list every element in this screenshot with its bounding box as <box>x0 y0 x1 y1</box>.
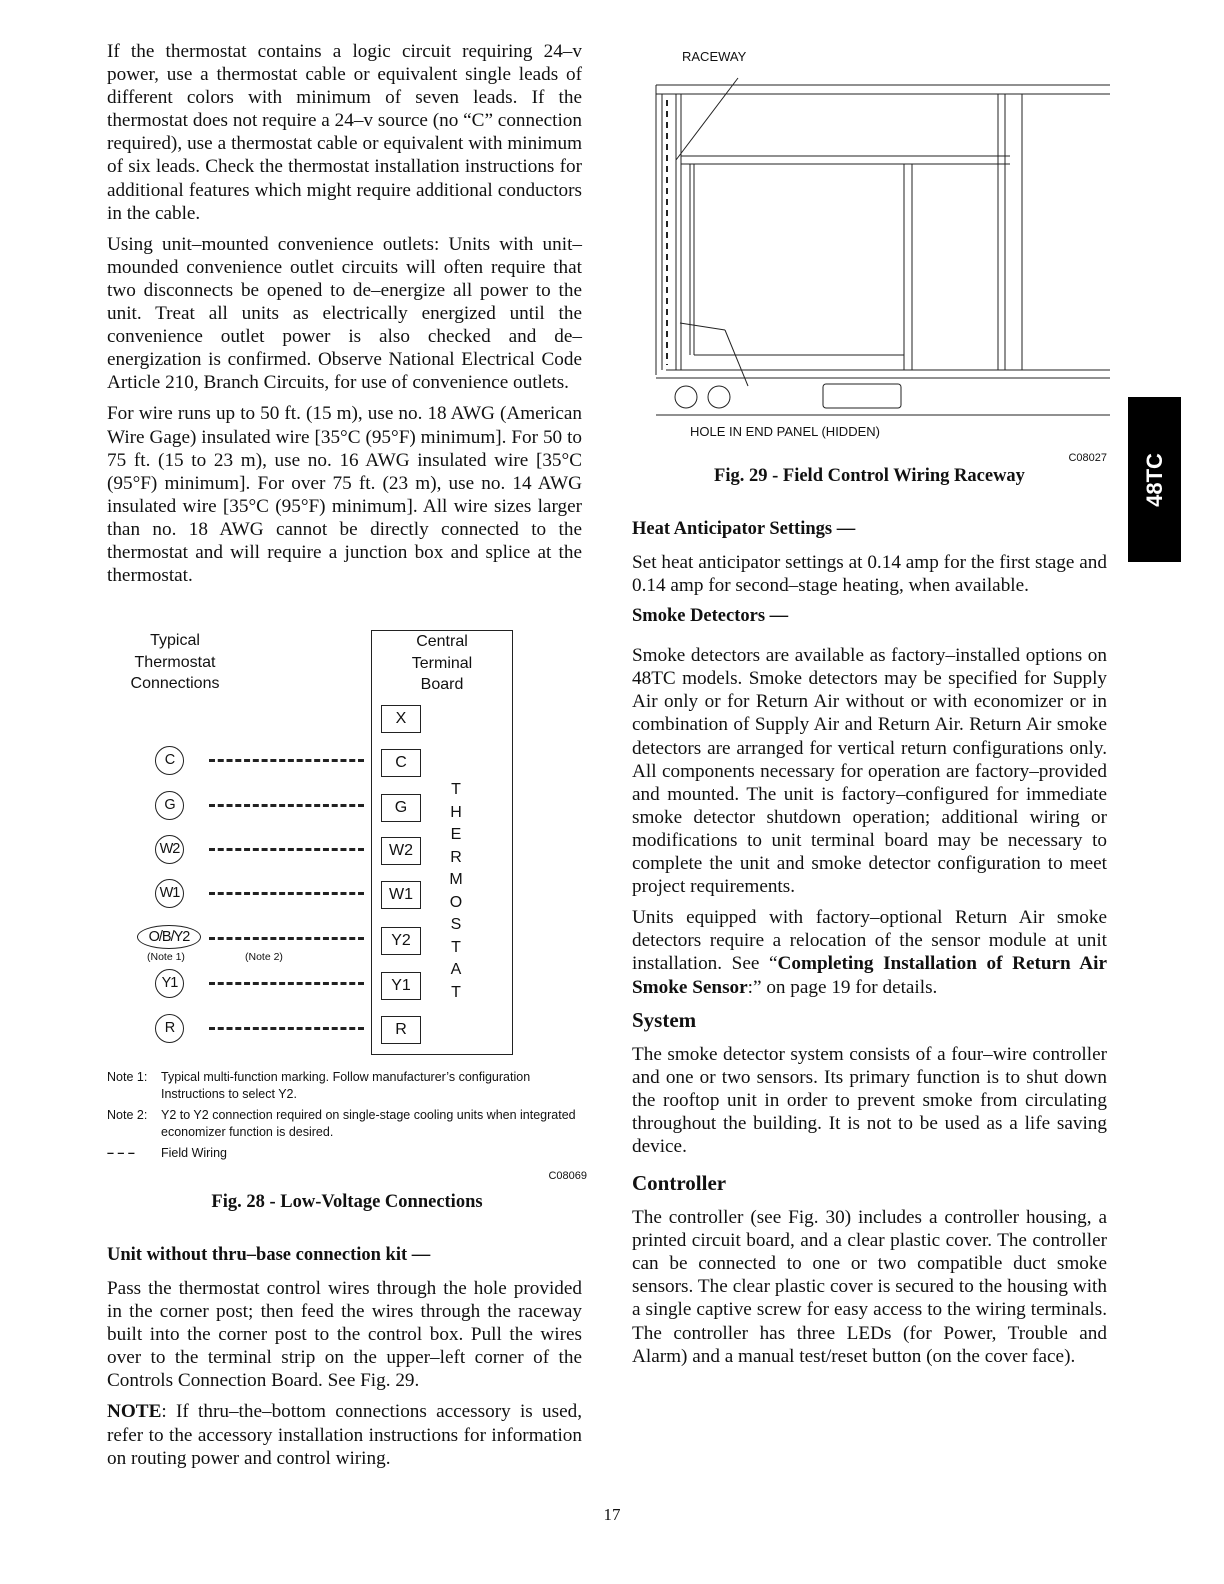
thermostat-terminal-w2: W2 <box>155 835 184 864</box>
letter: A <box>450 961 462 978</box>
note-2 <box>107 1107 587 1141</box>
system-paragraph: The smoke detector system consists of a four–wire controller and one or two sensors. Its primary function is to shut down the rooftop unit in order to prevent smoke from circulating throughout the building. It is not to be used as a life saving device. <box>632 1043 1107 1157</box>
fig28-caption: Fig. 28 - Low-Voltage Connections <box>211 1192 483 1212</box>
letter: T <box>451 983 461 1001</box>
legend-dash-symbol: – – – <box>107 1146 135 1160</box>
controller-heading: Controller <box>632 1171 727 1196</box>
letter: H <box>450 803 462 821</box>
letter: T <box>451 938 461 956</box>
return-air-paragraph <box>632 906 1107 998</box>
heat-anticipator-heading: Heat Anticipator Settings — <box>632 519 856 539</box>
board-terminal-x: X <box>381 705 421 733</box>
page-number: 17 <box>603 1505 621 1524</box>
board-terminal-r: R <box>381 1016 421 1044</box>
side-tab-48tc <box>1128 397 1181 562</box>
note-text: Y2 to Y2 connection required on single-stage cooling units when integrated economizer function is desired. <box>161 1108 576 1139</box>
title-line: Board <box>420 676 464 693</box>
thermostat-terminal-c: C <box>155 746 184 775</box>
thermostat-terminal-y1: Y1 <box>155 969 184 998</box>
title-line: Thermostat <box>134 653 216 671</box>
board-terminal-c: C <box>381 749 421 777</box>
paragraph-wire-sizes: For wire runs up to 50 ft. (15 m), use no. 18 AWG (American Wire Gage) insulated wire [35°C (95°F) minimum]. For 50 to 75 ft. (15 to 23 m), use no. 16 AWG insulated wire [35°C (95°F) minimum]. For over 75 ft. (23 m), use no. 14 AWG insulated wire [35°C (95°F) minimum]. All wire sizes larger than no. 18 AWG cannot be directly connected to the thermostat and will require a junction box and splice at the thermostat. <box>107 403 582 587</box>
board-terminal-w2: W2 <box>381 837 421 865</box>
paragraph-convenience-outlets: Using unit–mounted convenience outlets: Units with unit–mounded convenience outlet circuits will often require that two disconnects be opened to de–energize all power to the unit. Treat all units as electrically energized until the convenience outlet power is also checked and de–energization is confirmed. Observe National Electrical Code Article 210, Branch Circuits, for use of convenience outlets. <box>107 233 582 394</box>
title-line: Typical <box>150 632 200 649</box>
smoke-detectors-heading: Smoke Detectors — <box>632 606 789 627</box>
unit-without-kit-paragraph: Pass the thermostat control wires through the hole provided in the corner post; then feed the wires through the raceway built into the corner post to the control box. Pull the wires over to the terminal strip on the upper–left corner of the Controls Connection Board. See Fig. 29. <box>107 1278 582 1392</box>
thermostat-terminal-g: G <box>155 791 184 820</box>
text-segment: :” on page 19 for details. <box>747 976 938 998</box>
board-title <box>372 631 512 696</box>
thermostat-terminal-w1: W1 <box>155 879 184 908</box>
hole-in-end-panel-label: HOLE IN END PANEL (HIDDEN) <box>690 424 880 439</box>
field-wire-g <box>209 804 364 807</box>
unit-without-kit-section <box>107 1244 582 1478</box>
fig28-low-voltage-diagram <box>107 628 582 1053</box>
letter: E <box>450 826 462 843</box>
thermostat-connections-title <box>107 630 243 695</box>
note-text: : If thru–the–bottom connections accessory is used, refer to the accessory installation instructions for information on routing power and control wiring. <box>107 1401 582 1469</box>
paragraph-thermostat-leads: If the thermostat contains a logic circuit requiring 24–v power, use a thermostat cable or equivalent single leads of different colors with minimum of seven leads. If the thermostat does not require a 24–v source (no “C” connection required), use a thermostat cable or equivalent with minimum of six leads. Check the thermostat installation instructions for additional features which might require additional conductors in the cable. <box>107 41 582 224</box>
letter: O <box>449 893 463 911</box>
note-label: NOTE <box>107 1401 162 1423</box>
letter: M <box>449 871 463 888</box>
field-wire-r <box>209 1027 364 1030</box>
heat-anticipator-paragraph: Set heat anticipator settings at 0.14 amp for the first stage and 0.14 amp for second–stage heating, when available. <box>632 552 1107 597</box>
note-key: Note 1: <box>107 1070 148 1084</box>
title-line: Terminal <box>411 654 473 672</box>
thermostat-terminal-r: R <box>155 1014 184 1043</box>
board-terminal-w1: W1 <box>381 881 421 909</box>
note-text: Typical multi-function marking. Follow manufacturer’s configuration Instructions to select Y2. <box>161 1070 531 1101</box>
thermostat-terminal-ob-y2: O/B/Y2 <box>137 925 201 949</box>
fig29-raceway-drawing <box>650 70 1110 425</box>
right-column-text <box>632 518 1107 1376</box>
unit-without-kit-heading: Unit without thru–base connection kit — <box>107 1245 431 1265</box>
letter: T <box>451 781 461 798</box>
system-heading: System <box>632 1007 697 1032</box>
controller-paragraph: The controller (see Fig. 30) includes a controller housing, a printed circuit board, and a clear plastic cover. The controller can be connected to one or two compatible duct smoke sensors. The clear plastic cover is secured to the housing with a single captive screw for easy access to the wiring terminals. The controller has three LEDs (for Power, Trouble and Alarm) and a manual test/reset button (on the cover face). <box>632 1207 1107 1367</box>
board-terminal-y2: Y2 <box>381 927 421 955</box>
field-wire-w2 <box>209 848 364 851</box>
field-wire-w1 <box>209 892 364 895</box>
board-terminal-y1: Y1 <box>381 972 421 1000</box>
fig28-notes <box>107 1069 587 1185</box>
text-segment: Units equipped with factory–optional Return Air smoke detectors require a relocation of the sensor module at unit installation. See “ <box>632 907 1107 975</box>
raceway-label: RACEWAY <box>682 49 747 64</box>
title-line: Central <box>416 633 468 650</box>
letter: S <box>450 916 462 933</box>
cross-reference: Completing Installation of Return Air Smoke Sensor <box>632 953 1107 998</box>
note-key: Note 2: <box>107 1108 148 1122</box>
field-wire-y2 <box>209 937 364 940</box>
note-1 <box>107 1069 587 1103</box>
thermostat-vertical-label <box>448 779 464 1004</box>
fig29-code: C08027 <box>1068 452 1107 464</box>
central-terminal-board <box>371 630 513 1055</box>
field-wire-c <box>209 759 364 762</box>
board-terminal-g: G <box>381 794 421 822</box>
note2-label: (Note 2) <box>245 951 283 963</box>
left-column <box>107 40 582 595</box>
fig28-code: C08069 <box>548 1170 587 1182</box>
title-line: Connections <box>130 675 220 692</box>
letter: R <box>450 848 462 866</box>
note-paragraph <box>107 1400 582 1469</box>
legend-text: Field Wiring <box>161 1146 227 1160</box>
field-wire-y1 <box>209 982 364 985</box>
smoke-detectors-paragraph: Smoke detectors are available as factory–installed options on 48TC models. Smoke detectors may be specified for Supply Air only or for Return Air without or with economizer or in combination of Supply Air and Return Air. Return Air smoke detectors are arranged for vertical return configurations only. All components necessary for operation are factory–provided and mounted. The unit is factory–configured for immediate smoke detector shutdown operation; additional wiring or modifications to unit terminal board may be necessary to complete the unit and smoke detector configuration to meet project requirements. <box>632 645 1107 898</box>
note1-label: (Note 1) <box>147 951 185 963</box>
legend-field-wiring <box>107 1145 587 1162</box>
side-tab-label: 48TC <box>1141 452 1167 507</box>
fig29-caption: Fig. 29 - Field Control Wiring Raceway <box>714 466 1025 486</box>
